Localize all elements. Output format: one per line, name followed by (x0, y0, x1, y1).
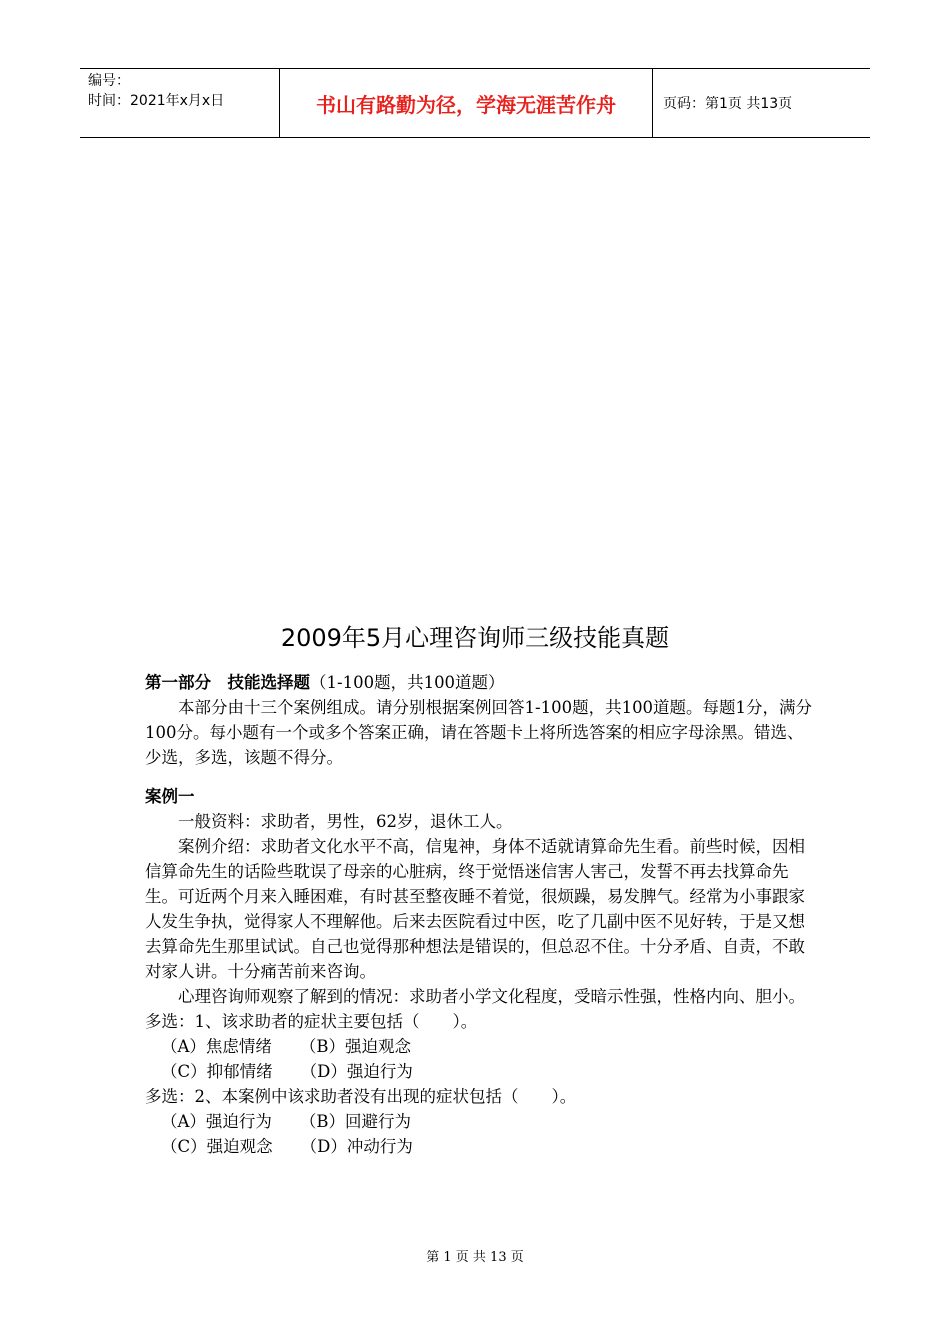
page-footer: 第 1 页 共 13 页 (426, 1250, 524, 1265)
case-introduction: 案例介绍：求助者文化水平不高，信鬼神，身体不适就请算命先生看。前些时候，因相信算命先生的话险些耽误了母亲的心脏病，终于觉悟迷信害人害己，发誓不再去找算命先生。可近两个月来入睡困难，有时甚至整夜睡不着觉，很烦躁，易发脾气。经常为小事跟家人发生争执，觉得家人不理解他。后来去医院看过中医，吃了几副中医不见好转，于是又想去算命先生那里试试。自己也觉得那种想法是错误的，但总忍不住。十分矛盾、自责，不敢对家人讲。十分痛苦前来咨询。 (145, 837, 805, 981)
option-a: （A）强迫行为 (161, 1112, 272, 1131)
header-page-info: 页码：第1页 共13页 (663, 96, 793, 112)
case-heading: 案例一 (145, 787, 195, 806)
question-stem: 多选：2、本案例中该求助者没有出现的症状包括（ ）。 (145, 1087, 577, 1106)
section-intro: 本部分由十三个案例组成。请分别根据案例回答1-100题，共100道题。每题1分，满分100分。每小题有一个或多个答案正确，请在答题卡上将所选答案的相应字母涂黑。错选、少选，多选，该题不得分。 (145, 698, 813, 767)
header-meta (80, 69, 280, 137)
option-a: （A）焦虑情绪 (161, 1037, 272, 1056)
question-stem: 多选：1、该求助者的症状主要包括（ ）。 (145, 1012, 478, 1031)
option-b: （B）回避行为 (299, 1112, 412, 1131)
header-number-label: 编号： (88, 73, 130, 89)
option-c: （C）强迫观念 (161, 1137, 273, 1156)
case-observation: 心理咨询师观察了解到的情况：求助者小学文化程度，受暗示性强，性格内向、胆小。 (178, 987, 805, 1006)
header-motto: 书山有路勤为径，学海无涯苦作舟 (280, 69, 653, 137)
question-1 (145, 1009, 815, 1084)
option-c: （C）抑郁情绪 (161, 1062, 273, 1081)
header-time-label: 时间：2021年x月x日 (88, 93, 225, 109)
document-body (145, 670, 815, 1159)
option-row (145, 1059, 815, 1084)
option-row (145, 1034, 815, 1059)
document-title: 2009年5月心理咨询师三级技能真题 (280, 624, 670, 652)
question-2 (145, 1084, 815, 1159)
case-general-info: 一般资料：求助者，男性，62岁，退休工人。 (178, 812, 513, 831)
option-d: （D）强迫行为 (300, 1062, 413, 1081)
option-d: （D）冲动行为 (300, 1137, 413, 1156)
section-heading-note: （1-100题，共100道题） (310, 673, 505, 692)
option-b: （B）强迫观念 (299, 1037, 412, 1056)
page-header (80, 68, 870, 138)
section-heading-line (145, 670, 815, 695)
section-heading: 第一部分 技能选择题 (145, 673, 310, 692)
option-row (145, 1109, 815, 1134)
option-row (145, 1134, 815, 1159)
